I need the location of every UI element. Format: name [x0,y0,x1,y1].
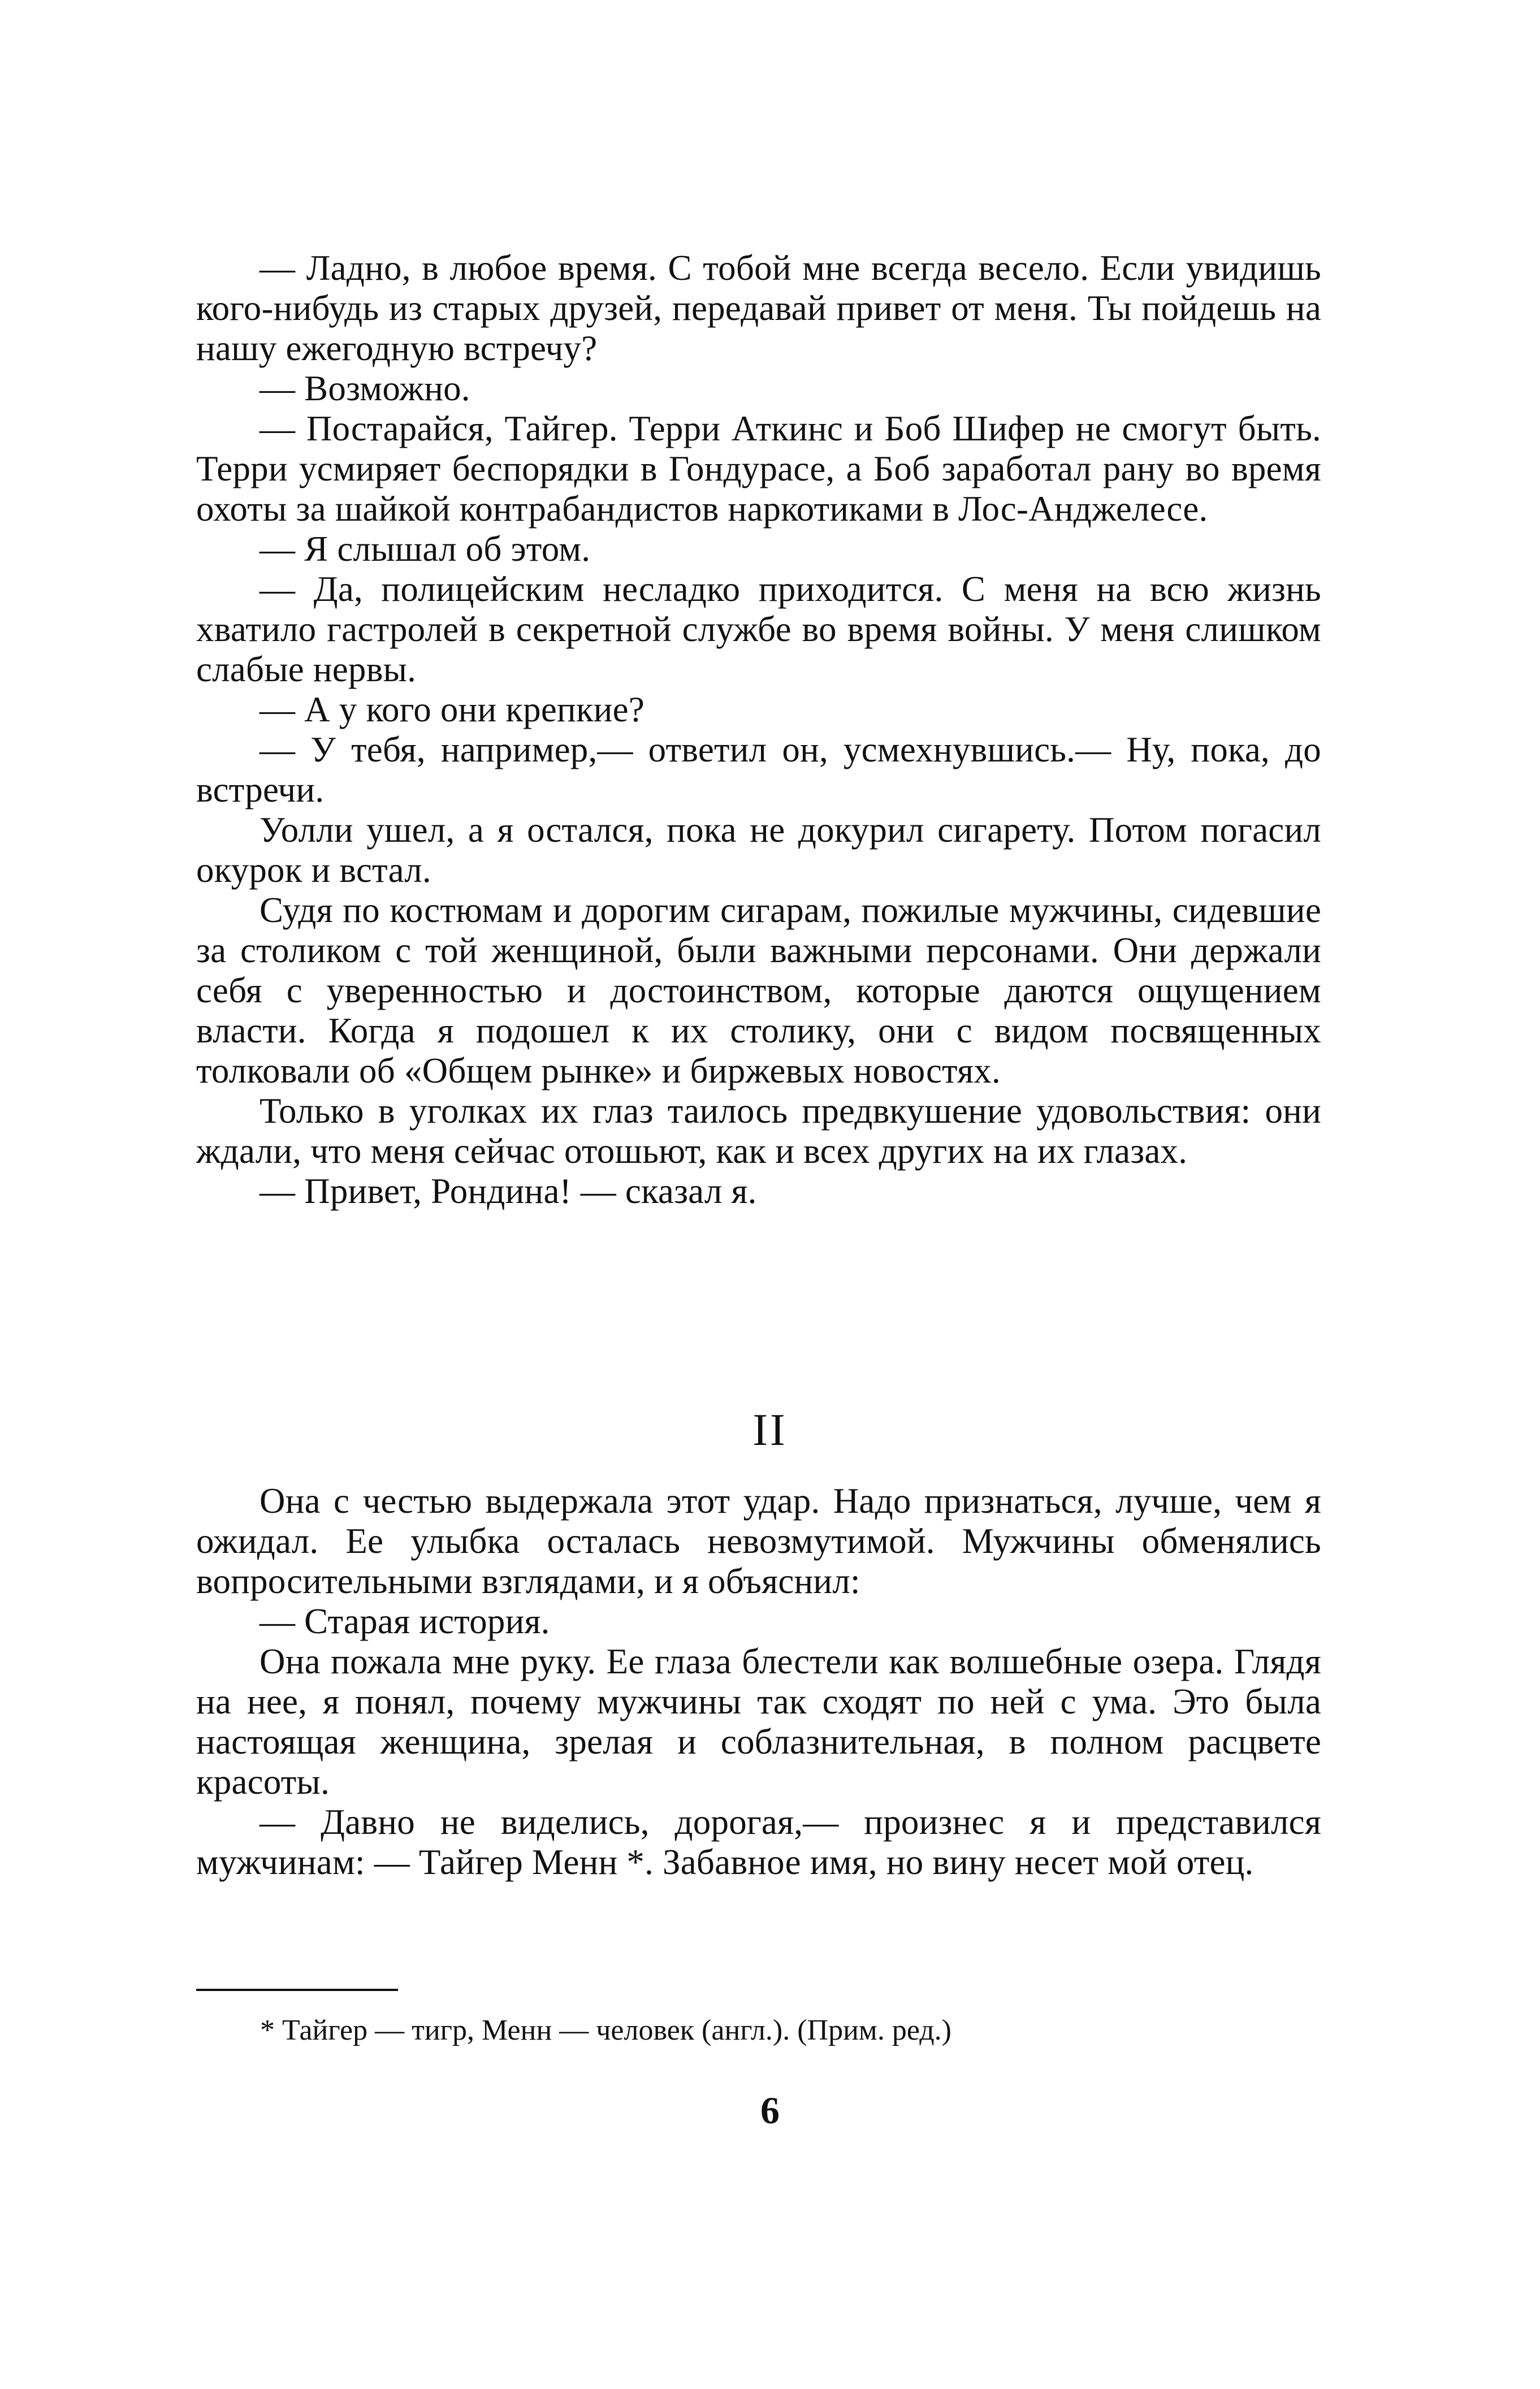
paragraph: — Давно не виделись, дорогая,— произнес я и представился мужчинам: — Тайгер Менн *. Забавное имя, но вину несет мой отец. [196,1802,1321,1882]
paragraph: — Постарайся, Тайгер. Терри Аткинс и Боб Шифер не смогут быть. Терри усмиряет беспорядки в Гондурасе, а Боб заработал рану во время охоты за шайкой контрабандистов наркотиками в Лос-Анджелесе. [196,409,1321,529]
paragraph: — Я слышал об этом. [259,529,591,569]
paragraph: Только в уголках их глаз таилось предвкушение удовольствия: они ждали, что меня сейчас отошьют, как и всех других на их глазах. [196,1091,1321,1171]
paragraph: Она с честью выдержала этот удар. Надо признаться, лучше, чем я ожидал. Ее улыбка осталась невозмутимой. Мужчины обменялись вопросительными взглядами, и я объяснил: [196,1481,1321,1601]
footnote-divider [196,1989,398,1991]
page-number: 6 [760,2089,780,2132]
paragraph: Она пожала мне руку. Ее глаза блестели как волшебные озера. Глядя на нее, я понял, почему мужчины так сходят по ней с ума. Это была настоящая женщина, зрелая и соблазнительная, в полном расцвете красоты. [196,1642,1321,1802]
paragraph: — Старая история. [259,1602,550,1641]
text-block-top [196,248,1321,1211]
chapter-heading: II [752,1405,788,1455]
paragraph: — Привет, Рондина! — сказал я. [259,1171,757,1211]
paragraph: — Ладно, в любое время. С тобой мне всегда весело. Если увидишь кого-нибудь из старых друзей, передавай привет от меня. Ты пойдешь на нашу ежегодную встречу? [196,248,1321,368]
paragraph: — А у кого они крепкие? [259,690,644,729]
paragraph: — У тебя, например,— ответил он, усмехнувшись.— Ну, пока, до встречи. [196,730,1321,810]
text-block-bottom [196,1481,1321,1882]
paragraph: Судя по костюмам и дорогим сигарам, пожилые мужчины, сидевшие за столиком с той женщиной, были важными персонами. Они держали себя с уверенностью и достоинством, которые даются ощущением власти. Когда я подошел к их столику, они с видом посвященных толковали об «Общем рынке» и биржевых новостях. [196,890,1321,1090]
footnote: * Тайгер — тигр, Менн — человек (англ.). (Прим. ред.) [260,2014,951,2046]
paragraph: — Возможно. [259,369,470,408]
paragraph: Уолли ушел, а я остался, пока не докурил сигарету. Потом погасил окурок и встал. [196,810,1321,890]
paragraph: — Да, полицейским несладко приходится. С меня на всю жизнь хватило гастролей в секретной службе во время войны. У меня слишком слабые нервы. [196,569,1321,689]
